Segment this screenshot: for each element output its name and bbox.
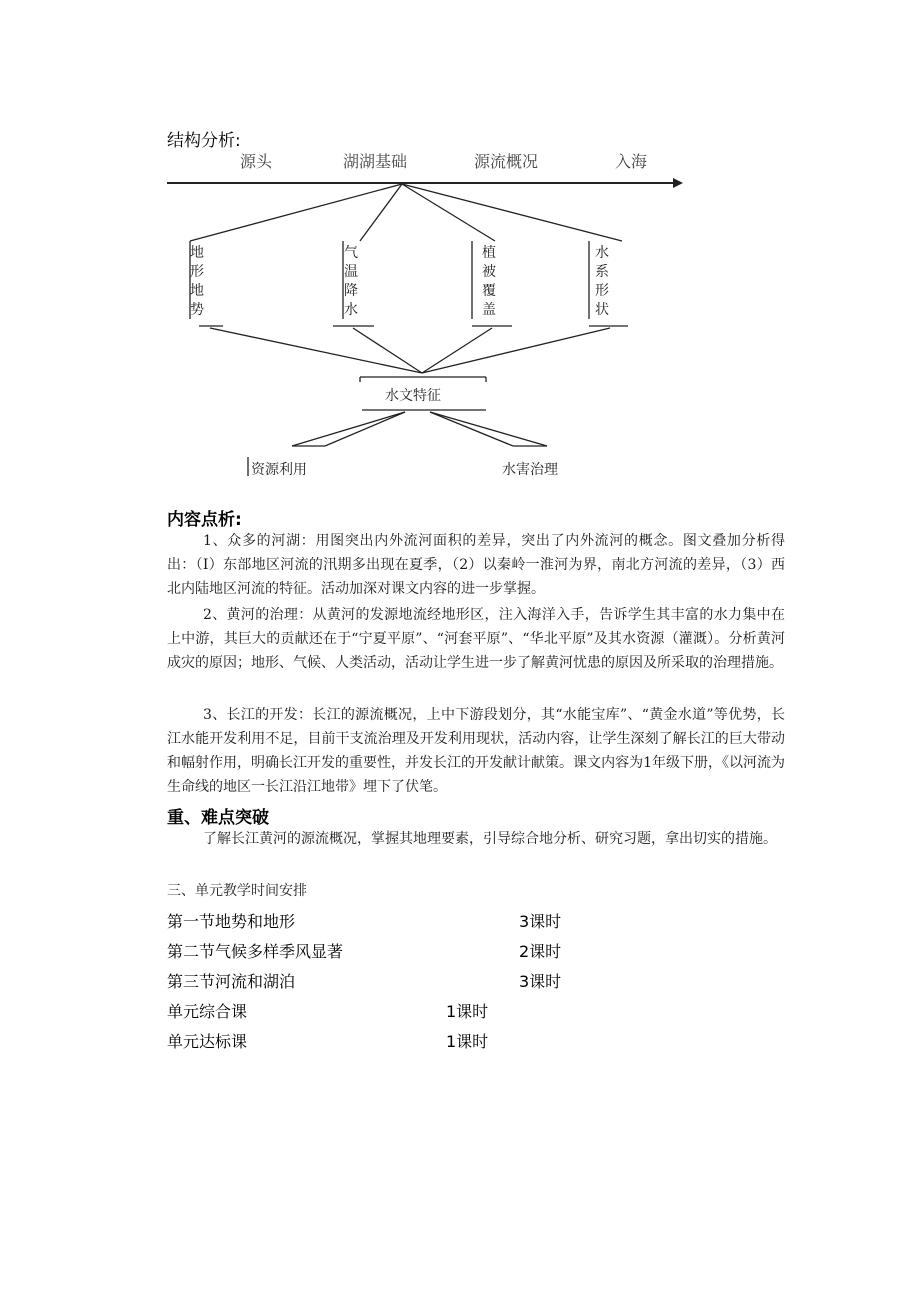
connector-line xyxy=(402,184,495,241)
schedule-item-name: 单元综合课 xyxy=(167,1002,248,1021)
schedule-item-hours: 1课时 xyxy=(446,1032,489,1051)
stage-label: 入海 xyxy=(615,152,648,171)
difficulty-text: 了解长江黄河的源流概况，掌握其地理要素，引导综合地分析、研究习题，拿出切实的措施。 xyxy=(203,831,777,847)
difficulty-heading: 重、难点突破 xyxy=(167,808,269,828)
schedule-item-hours: 2课时 xyxy=(519,942,562,961)
structure-heading: 结构分析: xyxy=(167,131,241,151)
schedule-item-name: 第二节气候多样季风显著 xyxy=(167,942,344,961)
factor-terrain: 地形地势 xyxy=(190,245,204,318)
content-heading: 内容点析: xyxy=(167,510,242,530)
stage-label: 源流概况 xyxy=(474,152,539,171)
schedule-item-name: 单元达标课 xyxy=(167,1032,248,1051)
stage-label: 湖湖基础 xyxy=(343,152,408,171)
timeline-arrowhead xyxy=(673,178,683,188)
schedule-item-hours: 1课时 xyxy=(446,1002,489,1021)
factor-vegetation: 植被覆盖 xyxy=(482,245,496,318)
connector-line xyxy=(430,412,547,446)
connector-line xyxy=(422,328,610,373)
factor-climate: 气温降水 xyxy=(344,245,358,318)
factor-water-system: 水系形状 xyxy=(595,245,609,318)
connector-line xyxy=(360,184,402,241)
content-paragraph-3: 3、长江的开发：长江的源流概况，上中下游段划分，其“水能宝库”、“黄金水道”等优势，长江水能开发利用不足，目前干支流治理及开发利用现状，活动内容，让学生深刻了解长江的巨大带动和幅射作用，明确长江开发的重要性，并发长江的开发献计献策。课文内容为1年级下册，《以河流为生命线的地区一长江沿江地带》埋下了伏笔。 xyxy=(167,707,785,795)
schedule-item-hours: 3课时 xyxy=(519,972,562,991)
connector-line xyxy=(422,328,492,373)
content-paragraph-2: 2、黄河的治理：从黄河的发源地流经地形区，注入海洋入手，告诉学生其丰富的水力集中在上中游，其巨大的贡献还在于“宁夏平原”、“河套平原”、“华北平原”及其水资源（灌溉）。分析黄河成灾的原因；地形、气候、人类活动，活动让学生进一步了解黄河忧患的原因及所采取的治理措施。 xyxy=(167,607,785,671)
center-hydrology: 水文特征 xyxy=(385,388,441,404)
connector-line xyxy=(190,184,402,241)
content-paragraph-1: 1、众多的河湖：用图突出内外流河面积的差异，突出了内外流河的概念。图文叠加分析得出：（I）东部地区河流的汛期多出现在夏季，（2）以秦岭一淮河为界，南北方河流的差异，（3）西北内陆地区河流的特征。活动加深对课文内容的进一步掌握。 xyxy=(167,533,785,597)
connector-line xyxy=(210,328,422,373)
connector-line xyxy=(325,412,405,446)
outcome-flood-control: 水害治理 xyxy=(502,462,558,478)
schedule-item-hours: 3课时 xyxy=(519,912,562,931)
stage-label: 源头 xyxy=(240,152,273,171)
connector-line xyxy=(292,412,405,446)
connector-line xyxy=(430,412,513,446)
schedule-item-name: 第三节河流和湖泊 xyxy=(167,972,296,991)
outcome-resource-use: 资源利用 xyxy=(251,462,307,478)
schedule-item-name: 第一节地势和地形 xyxy=(167,912,296,931)
schedule-heading: 三、单元教学时间安排 xyxy=(167,883,307,899)
connector-line xyxy=(402,184,622,241)
